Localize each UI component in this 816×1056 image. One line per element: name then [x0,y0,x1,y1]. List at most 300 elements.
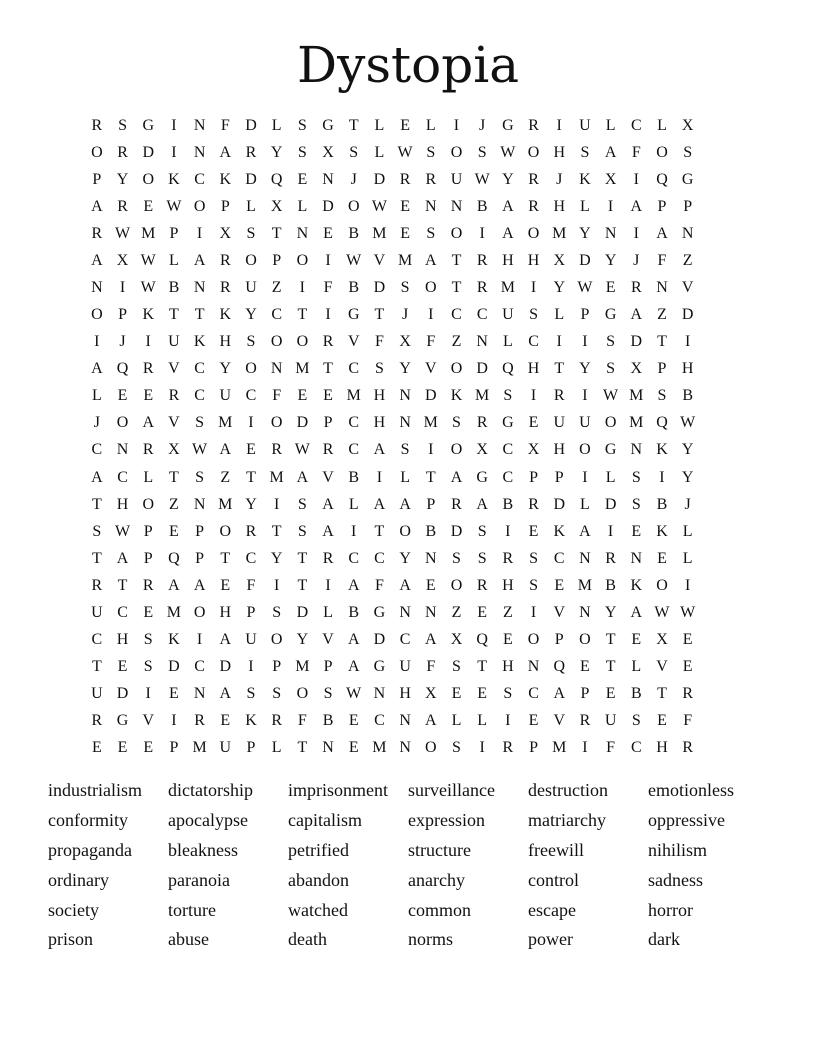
grid-letter: Q [656,170,668,188]
grid-letter: O [425,279,437,296]
grid-letter: R [476,576,488,594]
grid-letter: H [116,631,129,649]
word-list-row [48,895,768,925]
grid-letter: O [142,495,154,513]
grid-letter: C [348,360,360,378]
word-list-item: imprisonment [288,780,388,801]
grid-letter: P [554,468,564,486]
grid-row [84,654,701,681]
grid-letter: O [579,631,591,649]
grid-letter: O [656,576,668,594]
grid-letter: S [631,712,641,730]
grid-letter: L [297,197,308,215]
grid-letter: L [143,468,154,486]
grid-letter: K [630,576,643,594]
grid-letter: Y [399,549,411,567]
grid-letter: P [323,658,333,676]
grid-letter: L [682,549,693,567]
grid-letter: O [91,306,103,324]
grid-letter: M [552,224,567,242]
grid-letter: P [143,549,153,567]
word-list-item: apocalypse [168,810,248,831]
grid-letter: L [657,116,667,134]
grid-letter: O [245,251,257,269]
grid-letter: C [194,170,205,188]
word-list-row [48,925,768,955]
grid-letter: R [91,116,103,134]
grid-letter: E [605,279,616,296]
grid-letter: O [450,360,463,378]
grid-letter: H [527,251,540,269]
grid-letter: I [582,739,588,757]
grid-row [84,302,701,329]
grid-letter: W [500,143,516,161]
grid-letter: N [425,197,437,215]
grid-letter: N [399,603,411,621]
grid-letter: A [91,197,103,215]
grid-letter: P [272,251,282,269]
grid-letter: E [477,685,488,703]
grid-letter: M [577,576,593,594]
grid-letter: E [528,522,539,540]
grid-letter: S [477,549,487,567]
grid-letter: A [219,143,232,161]
grid-letter: R [117,143,128,161]
grid-letter: W [166,197,182,215]
grid-letter: F [246,576,256,594]
grid-letter: S [246,685,256,703]
grid-letter: A [425,251,437,269]
grid-letter: I [582,468,588,486]
grid-letter: Z [451,603,462,621]
grid-letter: E [323,387,333,405]
word-list-item: freewill [528,839,584,860]
grid-letter: O [347,197,360,215]
grid-letter: E [657,712,667,730]
grid-letter: C [374,549,385,567]
word-list-item: surveillance [408,780,495,801]
grid-letter: D [219,658,232,676]
grid-letter: S [374,360,384,378]
grid-letter: T [91,549,102,567]
grid-letter: B [656,495,668,513]
grid-letter: S [143,658,153,676]
grid-letter: Y [245,495,257,513]
word-list-item: torture [168,899,216,920]
grid-letter: L [348,495,359,513]
grid-letter: T [451,251,462,269]
grid-row [84,329,701,356]
grid-letter: C [348,414,360,432]
grid-letter: O [219,522,232,540]
grid-letter: V [656,658,668,676]
grid-letter: C [348,441,360,459]
grid-letter: S [452,739,461,757]
grid-letter: W [371,197,387,215]
grid-letter: R [476,414,488,432]
grid-letter: E [143,603,154,621]
grid-letter: M [372,224,387,242]
grid-letter: O [270,631,283,649]
grid-letter: M [192,739,207,757]
grid-letter: Z [502,603,513,621]
word-list-item: nihilism [648,839,708,860]
grid-letter: I [505,522,511,540]
grid-letter: E [246,441,256,459]
grid-letter: Q [656,414,668,432]
grid-letter: S [503,685,513,703]
grid-letter: D [296,414,309,432]
grid-letter: K [168,170,180,188]
grid-letter: A [630,306,643,324]
grid-letter: A [476,495,488,513]
grid-letter: C [91,441,103,459]
grid-letter: S [426,143,436,161]
grid-letter: I [325,251,331,269]
grid-letter: R [682,685,693,703]
grid-letter: N [630,549,643,567]
grid-letter: H [502,576,514,594]
grid-letter: F [426,333,436,351]
grid-letter: K [245,712,257,730]
grid-letter: S [118,116,127,134]
word-list-item: escape [528,899,576,920]
grid-letter: M [372,739,387,757]
grid-letter: D [553,495,565,513]
grid-letter: C [451,306,462,324]
grid-letter: X [116,251,129,269]
grid-letter: E [477,603,488,621]
grid-letter: O [450,576,463,594]
grid-letter: Y [219,360,232,378]
grid-letter: M [346,387,361,405]
grid-letter: T [169,306,179,324]
grid-letter: H [553,143,565,161]
grid-letter: S [529,576,538,594]
grid-letter: V [425,360,437,378]
grid-letter: T [297,739,308,757]
grid-letter: U [245,631,257,649]
grid-letter: U [604,712,617,730]
grid-letter: P [195,522,205,540]
grid-letter: E [169,522,179,540]
grid-letter: C [91,631,103,649]
grid-letter: I [582,333,588,351]
grid-letter: V [322,468,334,486]
grid-letter: D [322,197,334,215]
grid-letter: R [528,116,539,134]
grid-letter: X [553,251,565,269]
grid-letter: M [295,360,310,378]
grid-letter: M [295,658,310,676]
grid-letter: Y [579,224,591,242]
grid-letter: Z [451,333,462,351]
grid-letter: R [451,495,462,513]
grid-row [84,491,701,518]
grid-letter: M [552,739,567,757]
grid-letter: A [425,631,437,649]
grid-letter: D [373,631,386,649]
grid-letter: L [631,658,642,676]
grid-letter: Z [682,251,693,269]
grid-letter: Y [270,549,283,567]
grid-letter: J [93,414,100,432]
grid-letter: J [119,333,126,351]
grid-letter: T [220,549,231,567]
word-list-item: control [528,869,579,890]
grid-letter: J [350,170,357,188]
grid-letter: S [452,549,461,567]
grid-letter: O [91,143,103,161]
grid-letter: L [169,251,179,269]
grid-letter: G [347,306,360,324]
grid-letter: C [194,658,205,676]
grid-letter: I [582,387,588,405]
grid-letter: S [92,522,102,540]
grid-letter: S [195,468,205,486]
grid-letter: N [116,441,129,459]
grid-letter: D [373,279,386,296]
grid-letter: N [373,685,386,703]
grid-letter: S [272,685,282,703]
grid-letter: E [220,576,231,594]
grid-letter: L [554,306,565,324]
grid-letter: V [681,279,694,296]
grid-letter: L [91,387,102,405]
grid-letter: I [453,116,460,134]
grid-letter: K [219,306,232,324]
grid-row [84,599,701,626]
grid-letter: W [346,251,362,269]
grid-letter: L [502,333,513,351]
grid-letter: P [657,197,667,215]
grid-letter: E [220,712,231,730]
grid-letter: P [529,468,538,486]
grid-letter: I [479,739,485,757]
grid-letter: O [270,414,283,432]
grid-letter: S [272,603,282,621]
word-list-row [48,776,768,806]
grid-letter: N [399,739,411,757]
grid-letter: E [323,224,333,242]
grid-letter: P [246,739,256,757]
grid-letter: B [168,279,180,296]
grid-letter: T [374,522,385,540]
grid-letter: S [452,658,461,676]
grid-letter: N [681,224,694,242]
grid-letter: I [479,224,485,242]
word-list-item: emotionless [648,780,734,801]
grid-letter: N [193,279,206,296]
grid-letter: G [681,170,694,188]
grid-letter: A [553,685,565,703]
grid-letter: L [323,603,333,621]
grid-letter: A [91,360,103,378]
grid-letter: R [117,197,128,215]
word-list-item: dictatorship [168,780,253,801]
grid-letter: H [502,658,514,676]
grid-letter: L [400,468,410,486]
grid-letter: P [272,658,282,676]
grid-letter: X [219,224,232,242]
grid-letter: E [631,522,642,540]
grid-letter: A [425,712,437,730]
grid-letter: R [271,712,282,730]
grid-letter: V [553,603,565,621]
grid-letter: Y [270,143,283,161]
grid-letter: I [273,576,280,594]
grid-letter: C [502,468,514,486]
grid-letter: M [166,603,182,621]
grid-letter: F [683,712,693,730]
grid-letter: A [630,197,643,215]
grid-letter: L [605,468,616,486]
grid-letter: Y [399,360,411,378]
grid-letter: L [271,116,282,134]
word-list [48,776,768,955]
grid-letter: B [348,224,360,242]
grid-letter: K [168,631,180,649]
grid-letter: Q [476,631,488,649]
grid-letter: R [553,387,565,405]
grid-row [84,139,701,166]
grid-letter: L [477,712,488,730]
grid-letter: A [450,468,463,486]
grid-letter: I [428,306,434,324]
grid-letter: L [451,712,462,730]
grid-letter: E [297,170,308,188]
grid-row [84,735,701,762]
grid-letter: N [604,224,617,242]
grid-letter: X [656,631,668,649]
grid-letter: O [245,360,257,378]
grid-letter: D [425,387,437,405]
grid-letter: R [168,387,180,405]
grid-letter: C [630,739,642,757]
grid-letter: K [450,387,463,405]
grid-letter: A [322,522,334,540]
grid-letter: C [117,468,128,486]
grid-letter: R [91,576,103,594]
grid-letter: C [502,441,514,459]
grid-letter: W [346,685,362,703]
grid-letter: P [657,360,667,378]
grid-letter: K [193,333,206,351]
grid-letter: I [607,522,614,540]
grid-letter: F [631,143,641,161]
grid-letter: B [348,279,360,296]
grid-letter: R [682,739,693,757]
grid-letter: B [605,576,616,594]
grid-letter: W [114,522,131,540]
grid-row [84,383,701,410]
word-list-row [48,806,768,836]
grid-letter: A [142,414,154,432]
grid-letter: D [604,495,617,513]
grid-letter: O [142,170,154,188]
grid-letter: E [554,576,565,594]
grid-letter: Q [116,360,129,378]
grid-letter: H [116,495,129,513]
grid-letter: A [656,224,668,242]
grid-letter: D [245,170,257,188]
grid-letter: L [580,197,590,215]
grid-letter: T [297,306,308,324]
grid-letter: W [294,441,310,459]
grid-letter: J [633,251,640,269]
grid-letter: I [196,631,203,649]
word-list-item: propaganda [48,839,132,860]
grid-letter: P [220,197,230,215]
grid-letter: R [502,739,514,757]
grid-letter: X [476,441,488,459]
grid-letter: S [529,306,538,324]
grid-letter: X [270,197,283,215]
grid-letter: S [297,116,307,134]
grid-letter: O [296,685,309,703]
grid-letter: M [218,495,233,513]
grid-letter: E [117,739,128,757]
grid-letter: I [556,116,562,134]
grid-letter: S [426,224,436,242]
grid-letter: G [142,116,154,134]
grid-letter: A [502,197,514,215]
grid-letter: R [425,170,437,188]
grid-letter: X [604,170,617,188]
grid-letter: U [168,333,180,351]
grid-letter: Q [502,360,514,378]
grid-letter: M [397,251,413,269]
grid-row [84,356,701,383]
word-list-item: common [408,899,471,920]
grid-letter: E [682,631,693,649]
grid-letter: I [171,143,177,161]
grid-letter: T [451,279,462,296]
grid-letter: O [604,414,617,432]
grid-letter: M [629,387,644,405]
grid-letter: R [528,170,539,188]
grid-row [84,247,701,274]
word-list-item: norms [408,929,453,950]
grid-letter: G [373,658,386,676]
grid-letter: A [91,468,103,486]
word-list-item: destruction [528,780,608,801]
grid-letter: O [579,441,591,459]
grid-letter: K [219,170,232,188]
grid-letter: W [114,224,131,242]
grid-letter: A [399,576,411,594]
grid-letter: O [527,224,540,242]
grid-letter: A [116,549,129,567]
grid-letter: H [553,441,565,459]
grid-letter: P [683,197,693,215]
grid-letter: F [323,279,333,296]
grid-letter: D [681,306,694,324]
grid-letter: H [553,197,565,215]
grid-letter: L [425,116,436,134]
grid-letter: E [297,387,308,405]
grid-letter: P [580,306,590,324]
grid-letter: E [348,712,359,730]
grid-letter: R [476,279,488,296]
grid-letter: R [528,495,539,513]
grid-letter: W [192,441,208,459]
grid-letter: E [348,739,359,757]
grid-letter: H [502,251,514,269]
grid-row [84,464,701,491]
grid-letter: C [271,306,282,324]
grid-letter: I [376,468,383,486]
